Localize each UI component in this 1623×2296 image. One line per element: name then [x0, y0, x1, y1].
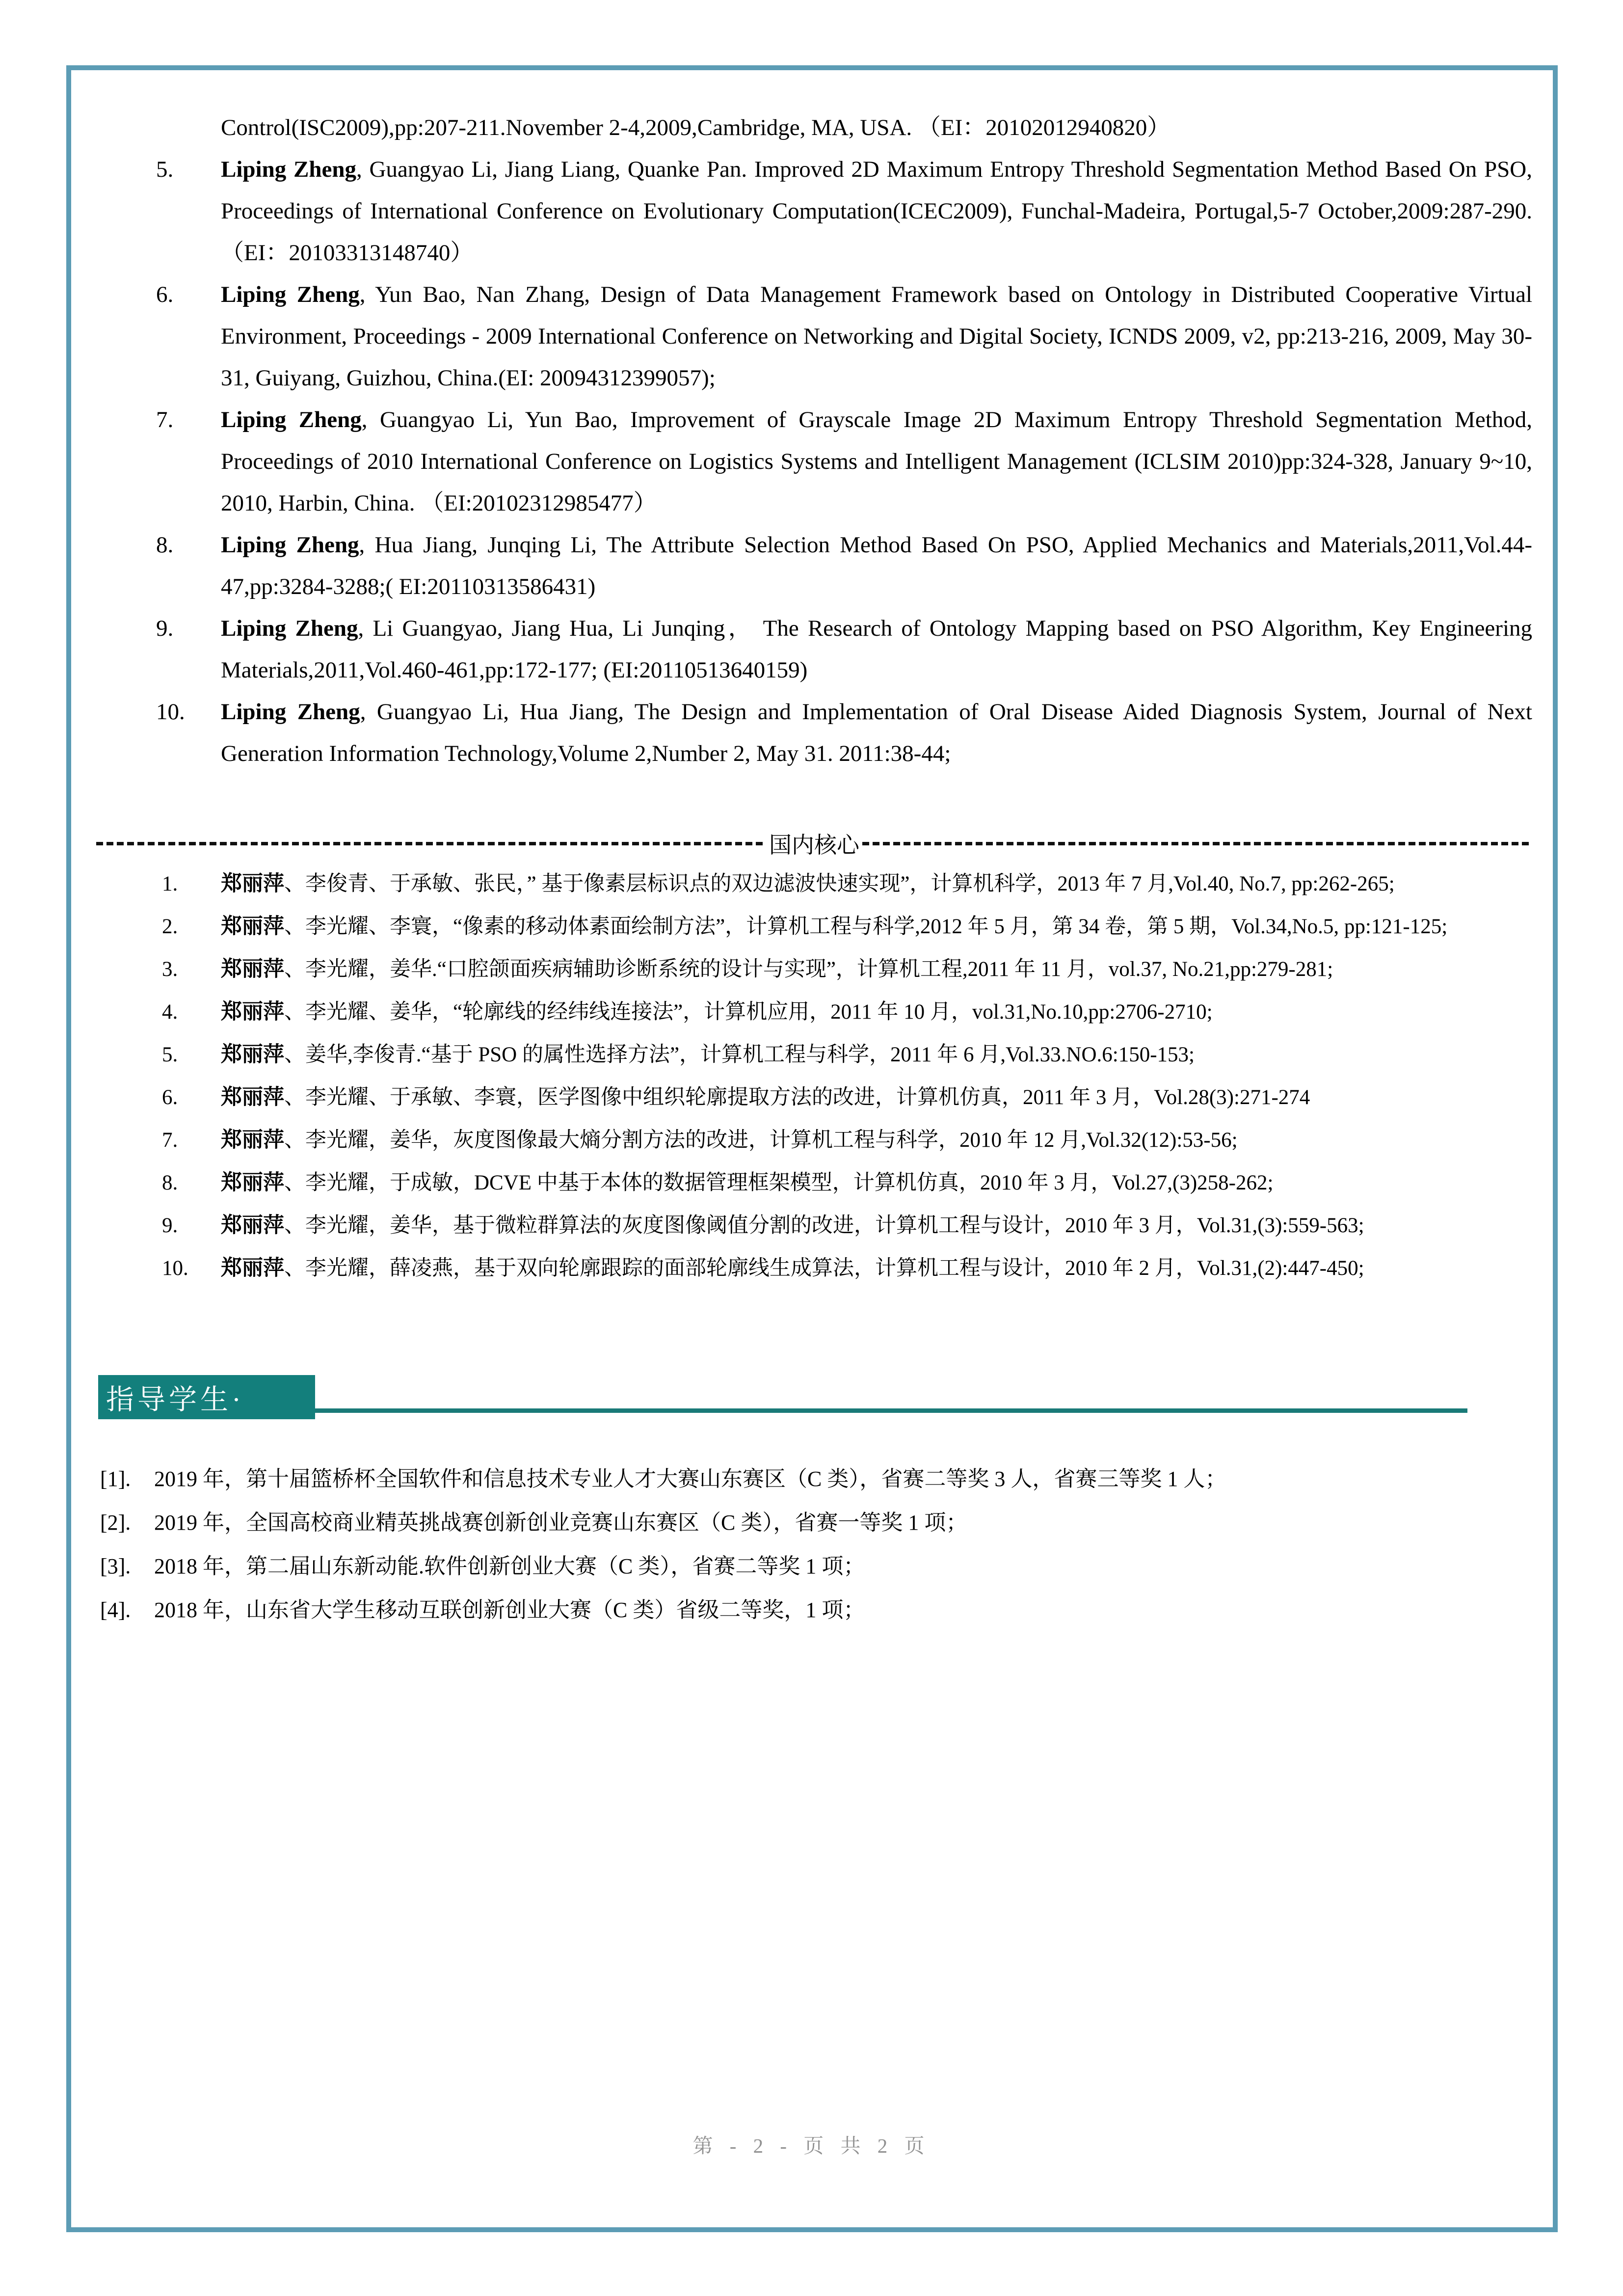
chinese-publications — [162, 863, 1532, 1290]
publication-text: , Yun Bao, Nan Zhang, Design of Data Management Framework based on Ontology in Distributed Cooperative Virtual Environment, Proceedings - 2009 International Conference on Networking and Digital Society, ICNDS 2009, v2, pp:213-216, 2009, May 30-31, Guiyang, Guizhou, China.(EI: 20094312399057); — [221, 282, 1533, 391]
publication-item — [162, 1033, 1532, 1076]
item-number: 9. — [162, 1214, 178, 1237]
author-lead: 郑丽萍 — [221, 1043, 284, 1066]
publication-item — [162, 905, 1532, 948]
item-number: 6. — [162, 1086, 178, 1109]
author-lead: 郑丽萍 — [221, 958, 284, 981]
item-number: 7. — [162, 1129, 178, 1152]
publication-item — [162, 948, 1532, 991]
publication-item — [156, 691, 1532, 775]
item-number: 10. — [156, 699, 185, 725]
publication-continuation-line: Control(ISC2009),pp:207-211.November 2-4,2009,Cambridge, MA, USA. （EI：20102012940820） — [221, 115, 1171, 140]
publication-text: , Guangyao Li, Hua Jiang, The Design and Implementation of Oral Disease Aided Diagnosis System, Journal of Next Generation Information Technology,Volume 2,Number 2, May 31. 2011:38-44; — [221, 699, 1532, 766]
author-lead: 郑丽萍 — [221, 1000, 284, 1024]
publication-item — [162, 863, 1532, 905]
item-number: 6. — [156, 282, 174, 307]
publication-text: , Hua Jiang, Junqing Li, The Attribute Selection Method Based On PSO, Applied Mechanics and Materials,2011,Vol.44-47,pp:3284-3288;( EI:20110313586431) — [221, 532, 1533, 599]
publication-item — [162, 991, 1532, 1033]
author-lead: 郑丽萍 — [221, 1086, 284, 1109]
section-title: 指导学生· — [106, 1384, 244, 1415]
publication-item — [156, 149, 1532, 274]
page-footer — [0, 2130, 1623, 2159]
award-text: 2018 年，第二届山东新动能.软件创新创业大赛（C 类），省赛二等奖 1 项； — [154, 1554, 865, 1578]
item-number: 4. — [162, 1000, 178, 1024]
author-lead: Liping Zheng — [221, 282, 360, 307]
author-lead: Liping Zheng — [221, 532, 359, 558]
publication-text: 、李光耀，姜华，灰度图像最大熵分割方法的改进，计算机工程与科学，2010 年 12 月,Vol.32(12):53-56; — [284, 1129, 1238, 1152]
publication-text: 、李光耀、李寰，“像素的移动体素面绘制方法”，计算机工程与科学,2012 年 5 月，第 34 卷，第 5 期，Vol.34,No.5, pp:121-125; — [284, 915, 1448, 938]
item-number: 5. — [156, 157, 174, 182]
publication-text: 、李光耀，姜华，基于微粒群算法的灰度图像阈值分割的改进，计算机工程与设计，2010 年 3 月，Vol.31,(3):559-563; — [284, 1214, 1364, 1237]
award-item — [100, 1544, 1532, 1588]
author-lead: 郑丽萍 — [221, 872, 284, 895]
award-text: 2019 年，第十届篮桥杯全国软件和信息技术专业人才大赛山东赛区（C 类），省赛二等奖 3 人，省赛三等奖 1 人； — [154, 1467, 1227, 1491]
divider-dashes-right — [862, 842, 1532, 845]
item-number: 5. — [162, 1043, 178, 1066]
award-item — [100, 1457, 1532, 1501]
publication-text: , Li Guangyao, Jiang Hua, Li Junqing， The Research of Ontology Mapping based on PSO Algorithm, Key Engineering Materials,2011,Vol.460-461,pp:172-177; (EI:20110513640159) — [221, 616, 1533, 683]
publication-text: , Guangyao Li, Yun Bao, Improvement of Grayscale Image 2D Maximum Entropy Threshold Segmentation Method, Proceedings of 2010 International Conference on Logistics Systems and Intelligent Management (ICLSIM 2010)pp:324-328, January 9~10, 2010, Harbin, China. （EI:20102312985477） — [221, 407, 1532, 516]
author-lead: 郑丽萍 — [221, 915, 284, 938]
item-number: 1. — [162, 872, 178, 895]
author-lead: Liping Zheng — [221, 157, 357, 182]
publication-item — [156, 274, 1533, 399]
item-number: 3. — [162, 958, 178, 981]
publication-text: 、李光耀，姜华.“口腔颌面疾病辅助诊断系统的设计与实现”，计算机工程,2011 年 11 月，vol.37, No.21,pp:279-281; — [284, 958, 1333, 981]
publication-text: 、姜华,李俊青.“基于 PSO 的属性选择方法”，计算机工程与科学，2011 年 6 月,Vol.33.NO.6:150-153; — [284, 1043, 1195, 1066]
student-awards-list — [100, 1457, 1532, 1632]
english-publications — [156, 107, 1533, 775]
item-number: [4]. — [100, 1598, 131, 1622]
divider-dashes-left — [96, 842, 766, 845]
item-number: [1]. — [100, 1467, 131, 1491]
item-number: [3]. — [100, 1554, 131, 1578]
publication-text: 、李光耀、姜华，“轮廓线的经纬线连接法”，计算机应用，2011 年 10 月，vol.31,No.10,pp:2706-2710; — [284, 1000, 1213, 1024]
domestic-core-divider — [96, 829, 1532, 858]
author-lead: Liping Zheng — [221, 699, 360, 725]
publication-text: 、李光耀、于承敏、李寰，医学图像中组织轮廓提取方法的改进，计算机仿真，2011 年 3 月，Vol.28(3):271-274 — [284, 1086, 1310, 1109]
publication-text: 、李俊青、于承敏、张民，” 基于像素层标识点的双边滤波快速实现”，计算机科学，2013 年 7 月,Vol.40, No.7, pp:262-265; — [284, 872, 1395, 895]
item-number: 2. — [162, 915, 178, 938]
publication-text: , Guangyao Li, Jiang Liang, Quanke Pan. Improved 2D Maximum Entropy Threshold Segmentation Method Based On PSO, Proceedings of International Conference on Evolutionary Computation(ICEC2009), Funchal-Madeira, Portugal,5-7 October,2009:287-290. （EI：20103313148740） — [221, 157, 1532, 266]
publication-text: 、李光耀，于成敏，DCVE 中基于本体的数据管理框架模型，计算机仿真，2010 年 3 月，Vol.27,(3)258-262; — [284, 1171, 1274, 1194]
award-text: 2018 年，山东省大学生移动互联创新创业大赛（C 类）省级二等奖，1 项； — [154, 1598, 865, 1622]
author-lead: 郑丽萍 — [221, 1257, 284, 1280]
author-lead: 郑丽萍 — [221, 1171, 284, 1194]
section-header-rule — [315, 1408, 1467, 1413]
item-number: 8. — [156, 532, 174, 558]
publication-text: 、李光耀，薛凌燕，基于双向轮廓跟踪的面部轮廓线生成算法，计算机工程与设计，2010 年 2 月，Vol.31,(2):447-450; — [284, 1257, 1364, 1280]
publication-item — [156, 524, 1533, 608]
item-number: [2]. — [100, 1511, 131, 1535]
award-text: 2019 年，全国高校商业精英挑战赛创新创业竞赛山东赛区（C 类），省赛一等奖 1 项； — [154, 1511, 968, 1535]
award-item — [100, 1501, 1532, 1544]
publication-item — [162, 1204, 1532, 1247]
item-number: 8. — [162, 1171, 178, 1194]
chinese-publication-list — [162, 863, 1532, 1290]
divider-label: 国内核心 — [769, 833, 859, 858]
author-lead: 郑丽萍 — [221, 1129, 284, 1152]
section-header-supervised-students — [98, 1375, 315, 1419]
publication-item — [162, 1076, 1532, 1119]
page-number-text: 第 - 2 - 页 共 2 页 — [692, 2134, 931, 2157]
item-number: 9. — [156, 616, 174, 641]
item-number: 7. — [156, 407, 174, 432]
author-lead: Liping Zheng — [221, 616, 358, 641]
english-publication-list — [156, 149, 1533, 775]
publication-item — [162, 1247, 1532, 1290]
publication-item — [156, 608, 1533, 691]
award-item — [100, 1588, 1532, 1632]
publication-item — [162, 1119, 1532, 1162]
publication-item — [156, 399, 1532, 524]
publication-item — [162, 1162, 1532, 1204]
item-number: 10. — [162, 1257, 188, 1280]
author-lead: 郑丽萍 — [221, 1214, 284, 1237]
author-lead: Liping Zheng — [221, 407, 362, 432]
